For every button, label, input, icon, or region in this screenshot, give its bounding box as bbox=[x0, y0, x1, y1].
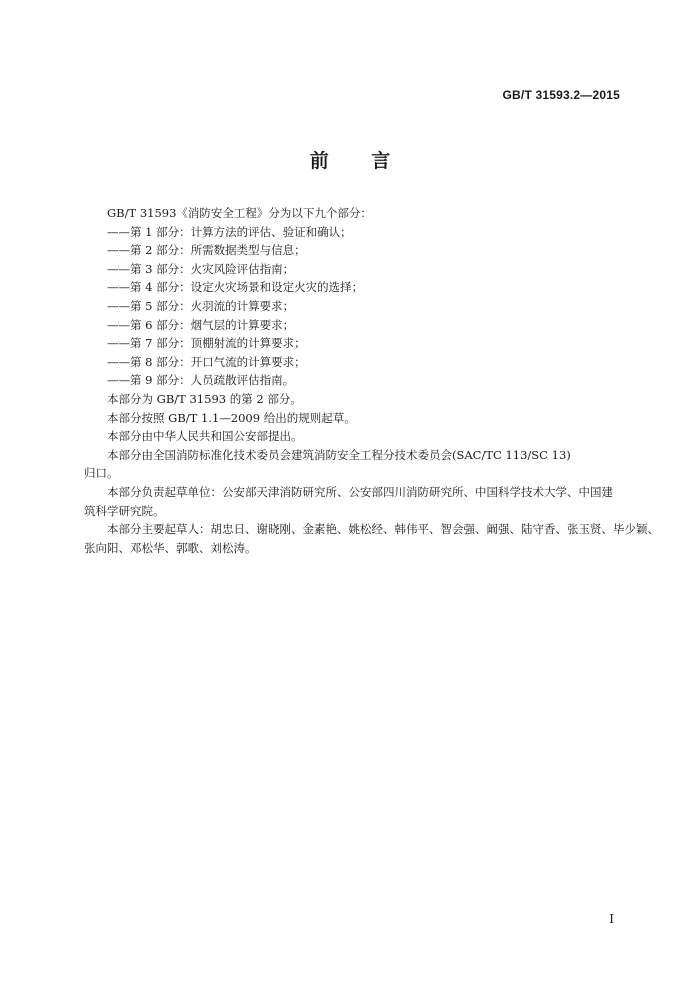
part-list-item: ——第 6 部分：烟气层的计算要求； bbox=[107, 317, 295, 332]
part-list-item: ——第 7 部分：顶棚射流的计算要求； bbox=[107, 336, 306, 351]
part-list-item: ——第 9 部分：人员疏散评估指南。 bbox=[107, 373, 295, 388]
drafting-units-statement-cont: 筑科学研究院。 bbox=[84, 503, 165, 518]
intro-line: GB/T 31593《消防安全工程》分为以下九个部分： bbox=[107, 206, 372, 220]
document-body bbox=[84, 204, 659, 557]
centralized-by-statement: 本部分由全国消防标准化技术委员会建筑消防安全工程分技术委员会(SAC/TC 113/SC 13) bbox=[107, 447, 571, 462]
part-list-item: ——第 8 部分：开口气流的计算要求； bbox=[107, 354, 306, 369]
proposed-by-statement: 本部分由中华人民共和国公安部提出。 bbox=[107, 429, 303, 444]
page-title: 前 言 bbox=[309, 150, 409, 172]
drafting-rules-statement: 本部分按照 GB/T 1.1—2009 给出的规则起草。 bbox=[107, 410, 356, 425]
part-of-statement: 本部分为 GB/T 31593 的第 2 部分。 bbox=[107, 391, 302, 406]
part-list-item: ——第 5 部分：火羽流的计算要求； bbox=[107, 298, 295, 313]
part-list-item: ——第 2 部分：所需数据类型与信息； bbox=[107, 243, 306, 258]
part-list-item: ——第 1 部分：计算方法的评估、验证和确认； bbox=[107, 224, 352, 239]
drafters-statement: 本部分主要起草人：胡忠日、谢晓刚、金素艳、姚松经、韩伟平、智会强、阚强、陆守香、张玉贤、毕少颖、 bbox=[107, 522, 659, 537]
part-list-item: ——第 3 部分：火灾风险评估指南； bbox=[107, 261, 295, 276]
page-number: I bbox=[609, 912, 614, 926]
centralized-by-statement-cont: 归口。 bbox=[84, 466, 119, 481]
part-list-item: ——第 4 部分：设定火灾场景和设定火灾的选择； bbox=[107, 280, 364, 295]
drafting-units-statement: 本部分负责起草单位：公安部天津消防研究所、公安部四川消防研究所、中国科学技术大学、中国建 bbox=[107, 484, 613, 499]
standard-code: GB/T 31593.2—2015 bbox=[502, 88, 620, 102]
drafters-statement-cont: 张向阳、邓松华、郭歌、刘松涛。 bbox=[84, 540, 257, 555]
